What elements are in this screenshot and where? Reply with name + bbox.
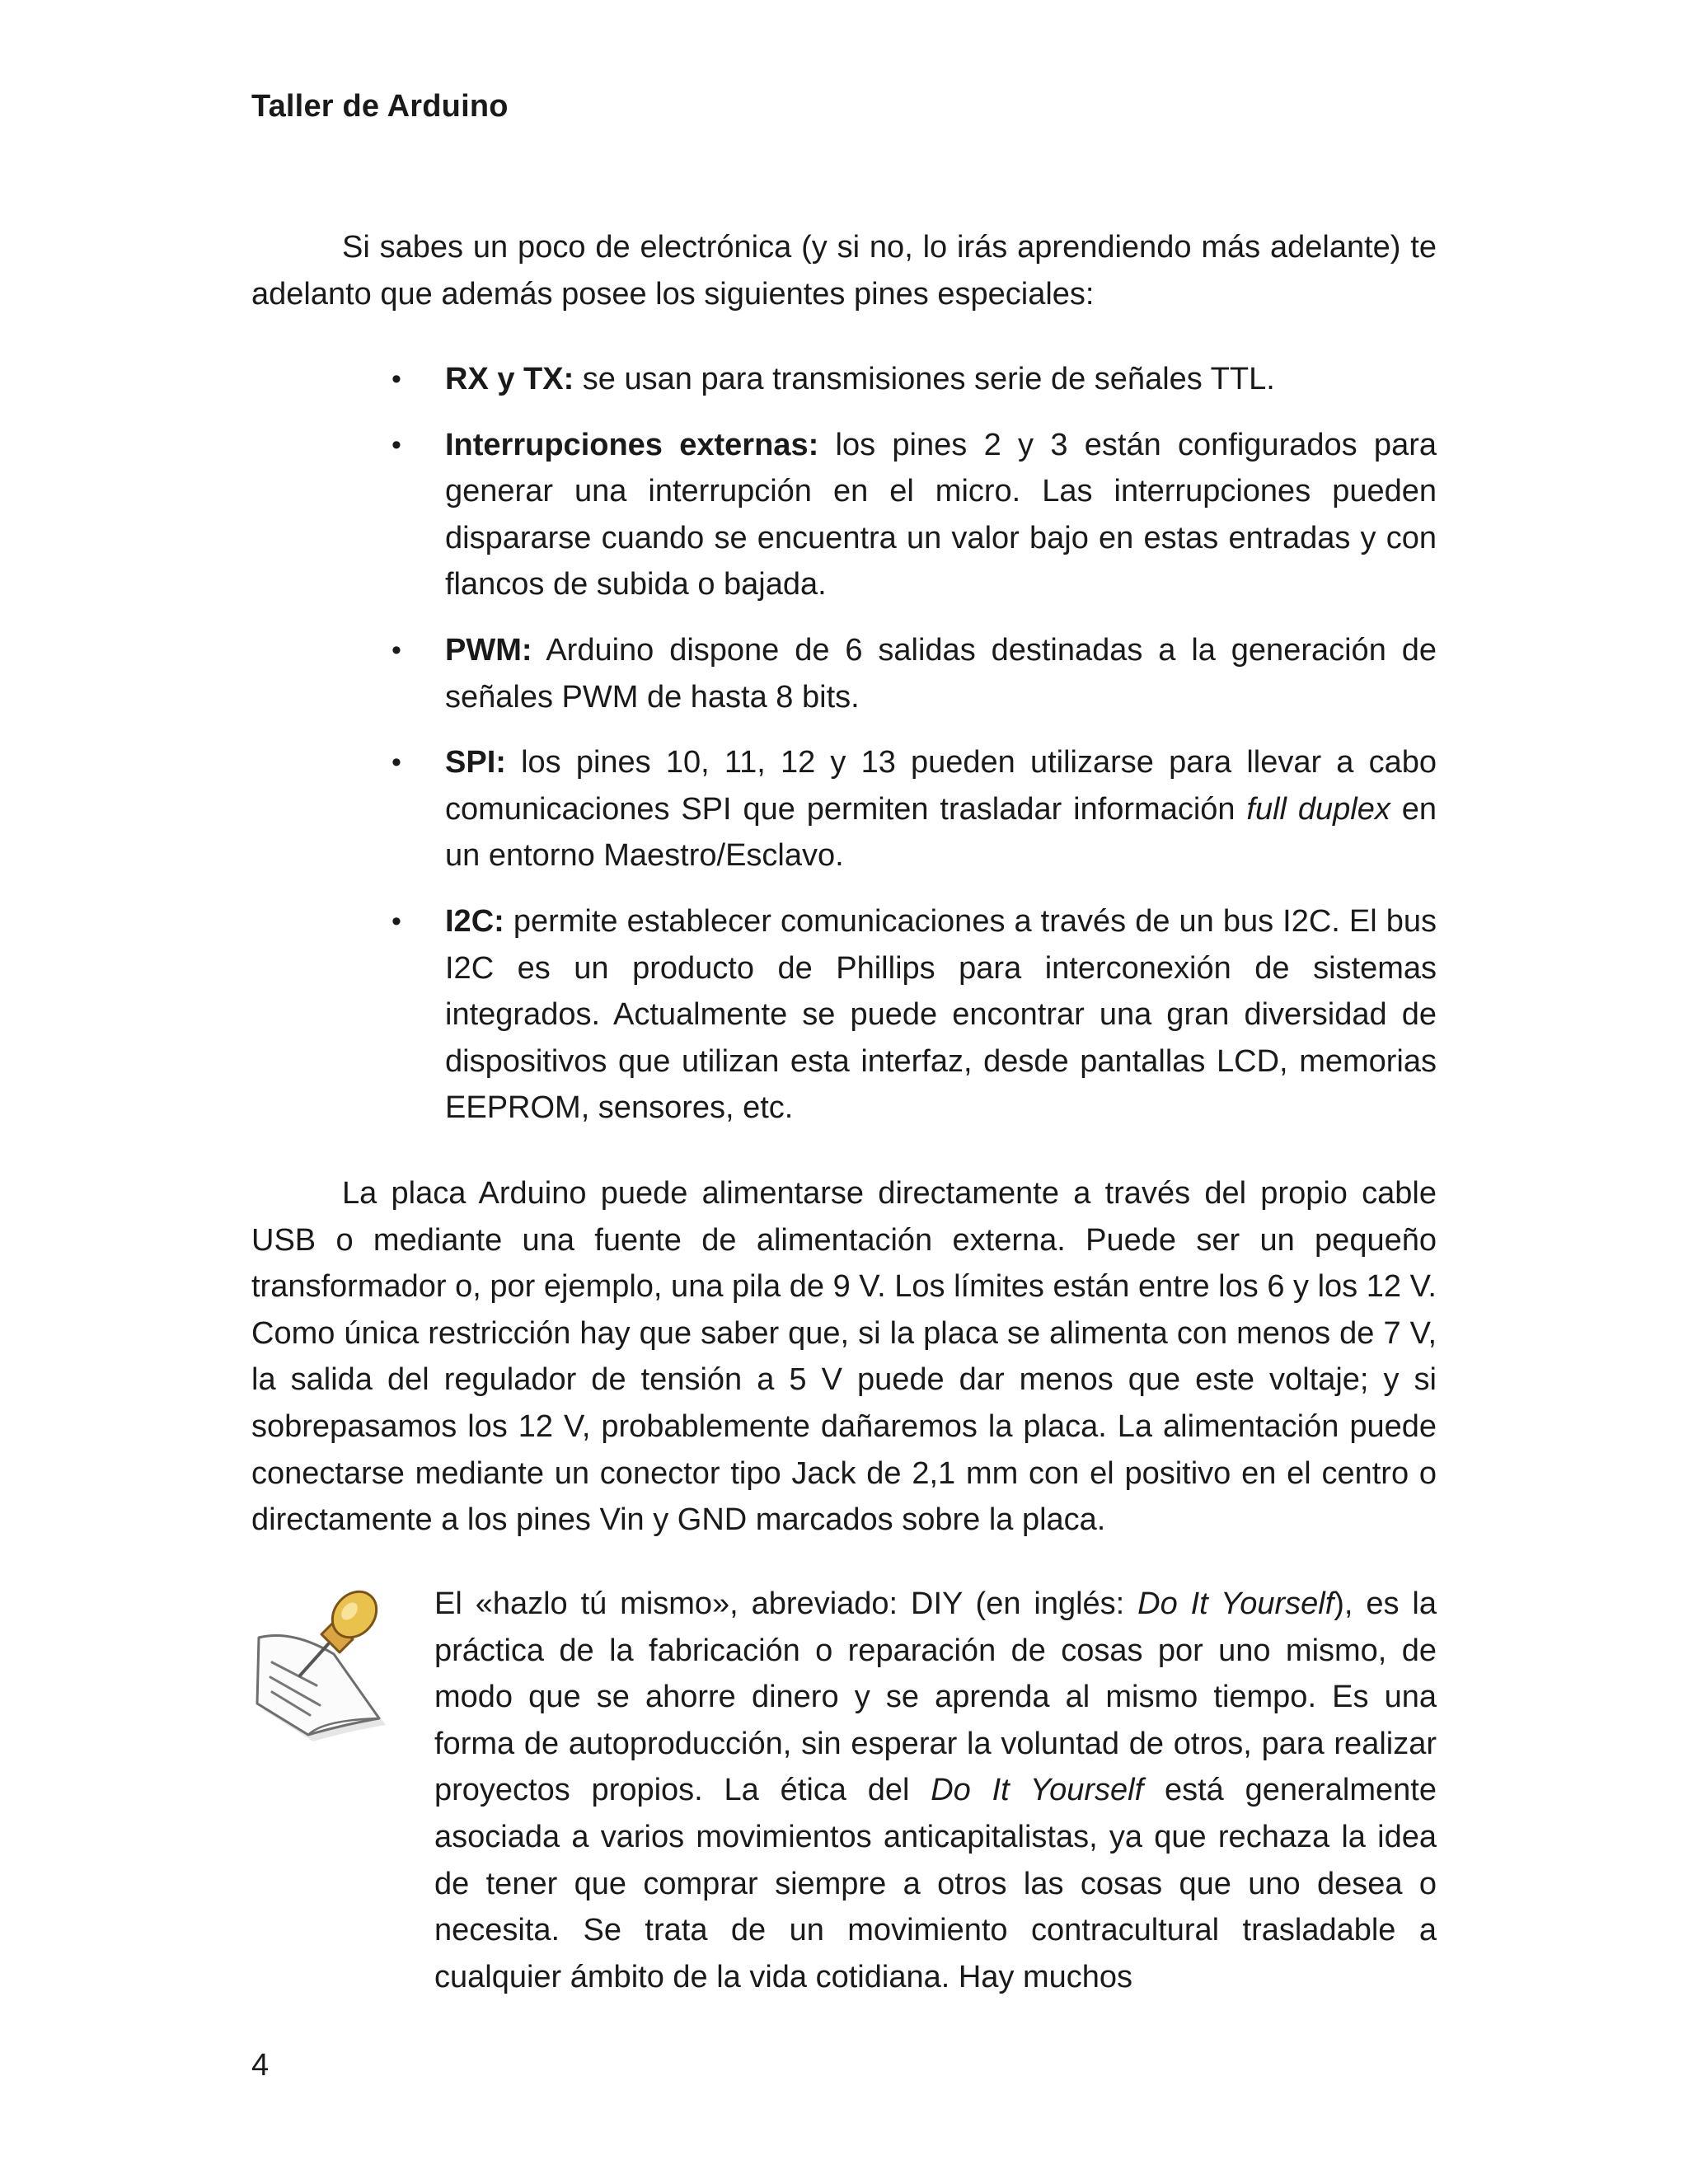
bullet-icon: •	[392, 747, 401, 779]
term-label: I2C:	[445, 903, 504, 939]
page-number: 4	[251, 2048, 270, 2083]
list-item	[251, 898, 1437, 1132]
term-description: los pines 2 y 3 están configurados para generar una interrupción en el micro. Las interrupciones pueden dispararse cuando se encuentra un valor bajo en estas entradas y con flancos de subida o bajada.	[445, 427, 1437, 602]
term-description: los pines 10, 11, 12 y 13 pueden utilizarse para llevar a cabo comunicaciones SPI que permiten trasladar información	[445, 745, 1437, 827]
power-paragraph: La placa Arduino puede alimentarse directamente a través del propio cable USB o mediante una fuente de alimentación externa. Puede ser un pequeño transformador o, por ejemplo, una pila de 9 V. Los límites están entre los 6 y los 12 V. Como única restricción hay que saber que, si la placa se alimenta con menos de 7 V, la salida del regulador de tensión a 5 V puede dar menos que este voltaje; y si sobrepasamos los 12 V, probablemente dañaremos la placa. La alimentación puede conectarse mediante un conector tipo Jack de 2,1 mm con el positivo en el centro o directamente a los pines Vin y GND marcados sobre la placa.	[251, 1176, 1437, 1538]
pushpin-note-icon	[247, 1586, 396, 1743]
bullet-icon: •	[392, 634, 401, 666]
term-label: SPI:	[445, 745, 506, 780]
list-item	[251, 627, 1437, 720]
term-italic: full duplex	[1246, 791, 1390, 827]
special-pins-list	[251, 356, 1437, 1151]
term-label: PWM:	[445, 632, 532, 668]
note-text-1: El «hazlo tú mismo», abreviado: DIY (en inglés:	[434, 1586, 1138, 1621]
list-item	[251, 356, 1437, 403]
term-description: permite establecer comunicaciones a través de un bus I2C. El bus I2C es un producto de Phillips para interconexión de sistemas integrados. Actualmente se puede encontrar una gran diversidad de dispositivos que utilizan esta interfaz, desde pantallas LCD, memorias EEPROM, sensores, etc.	[445, 903, 1437, 1126]
bullet-icon: •	[392, 429, 401, 461]
term-description-end: en un entorno Maestro/Esclavo.	[445, 791, 1437, 874]
list-item	[251, 739, 1437, 879]
bullet-icon: •	[392, 363, 401, 395]
term-label: Interrupciones externas:	[445, 427, 819, 462]
list-item	[251, 422, 1437, 608]
term-description: Arduino dispone de 6 salidas destinadas a la generación de señales PWM de hasta 8 bits.	[445, 632, 1437, 715]
term-label: RX y TX:	[445, 362, 574, 396]
term-description: se usan para transmisiones serie de señales TTL.	[574, 362, 1275, 396]
bullet-icon: •	[392, 905, 401, 937]
note-italic-1: Do It Yourself	[1137, 1586, 1334, 1621]
note-text-2: ), es la práctica de la fabricación o reparación de cosas por uno mismo, de modo que se ahorre dinero y se aprenda al mismo tiempo. Es una forma de autoproducción, sin esperar la voluntad de otros, para realizar proyectos propios. La ética del	[434, 1586, 1437, 1808]
diy-note-paragraph	[434, 1581, 1437, 2000]
intro-paragraph: Si sabes un poco de electrónica (y si no, lo irás aprendiendo más adelante) te adelanto que además posee los siguientes pines especiales:	[251, 230, 1437, 312]
note-italic-2: Do It Yourself	[931, 1773, 1144, 1808]
note-text-3: está generalmente asociada a varios movimientos anticapitalistas, ya que rechaza la idea de tener que comprar siempre a otros las cosas que uno desea o necesita. Se trata de un movimiento contracultural trasladable a cualquier ámbito de la vida cotidiana. Hay muchos	[434, 1773, 1437, 1994]
running-header: Taller de Arduino	[251, 89, 509, 124]
